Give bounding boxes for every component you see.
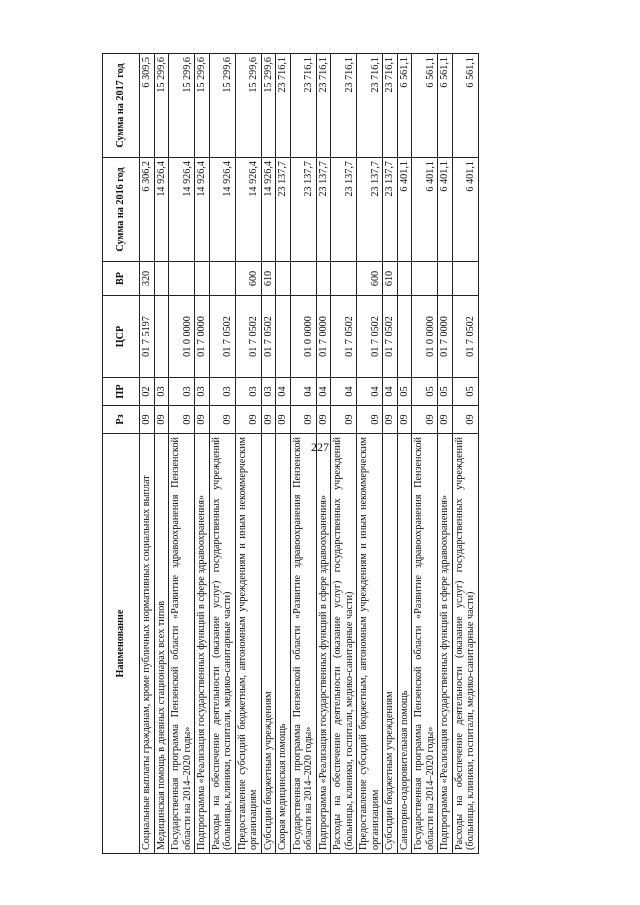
row-rz: 09: [195, 406, 210, 434]
row-rz: 09: [438, 406, 453, 434]
table-row: [140, 54, 155, 854]
table-row: [154, 54, 169, 854]
row-sum-2016: 14 926,4: [154, 158, 169, 262]
row-name: Расходы на обеспечение деятельности (оказание услуг) государственных учреждений (больницы, клиники, госпитали, медико-санитарные части): [331, 434, 357, 854]
row-sum-2017: 23 716,1: [383, 54, 398, 158]
row-csr: 01 7 5197: [140, 296, 155, 378]
row-vr: [316, 262, 331, 296]
header-sum-2016: Сумма на 2016 год: [103, 158, 140, 262]
row-pr: 04: [331, 378, 357, 406]
row-sum-2017: 15 299,6: [169, 54, 195, 158]
row-name: Предоставление субсидий бюджетным, автономным учреждениям и иным некоммерческим организациям: [235, 434, 261, 854]
row-sum-2017: 6 561,1: [438, 54, 453, 158]
row-vr: 320: [140, 262, 155, 296]
row-csr: 01 7 0000: [316, 296, 331, 378]
row-csr: [276, 296, 291, 378]
row-csr: 01 0 0000: [290, 296, 316, 378]
row-rz: 09: [290, 406, 316, 434]
row-sum-2016: 6 401,1: [412, 158, 438, 262]
row-sum-2017: 15 299,6: [195, 54, 210, 158]
row-sum-2017: 23 716,1: [331, 54, 357, 158]
row-csr: 01 7 0502: [209, 296, 235, 378]
row-name: Санаторно-оздоровительная помощь: [397, 434, 412, 854]
row-csr: 01 7 0502: [452, 296, 478, 378]
row-vr: 600: [235, 262, 261, 296]
row-pr: 05: [438, 378, 453, 406]
row-pr: 04: [357, 378, 383, 406]
table-row: [195, 54, 210, 854]
row-rz: 09: [154, 406, 169, 434]
row-pr: 04: [290, 378, 316, 406]
table-row: [397, 54, 412, 854]
row-sum-2016: 23 137,7: [383, 158, 398, 262]
row-pr: 03: [195, 378, 210, 406]
row-vr: [276, 262, 291, 296]
row-sum-2017: 23 716,1: [357, 54, 383, 158]
row-csr: [154, 296, 169, 378]
row-name: Подпрограмма «Реализация государственных функций в сфере здравоохранения»: [438, 434, 453, 854]
row-csr: [397, 296, 412, 378]
table-row: [357, 54, 383, 854]
table-row: [412, 54, 438, 854]
row-vr: [331, 262, 357, 296]
row-sum-2016: 23 137,7: [357, 158, 383, 262]
row-sum-2016: 6 401,1: [438, 158, 453, 262]
row-sum-2017: 23 716,1: [276, 54, 291, 158]
header-sum-2017: Сумма на 2017 год: [103, 54, 140, 158]
row-rz: 09: [331, 406, 357, 434]
row-sum-2016: 14 926,4: [209, 158, 235, 262]
row-pr: 03: [154, 378, 169, 406]
row-name: Субсидии бюджетным учреждениям: [383, 434, 398, 854]
header-vr: ВР: [103, 262, 140, 296]
row-pr: 03: [169, 378, 195, 406]
row-sum-2017: 6 561,1: [452, 54, 478, 158]
table-row: [261, 54, 276, 854]
row-name: Социальные выплаты гражданам, кроме публичных нормативных социальных выплат: [140, 434, 155, 854]
row-sum-2016: 23 137,7: [316, 158, 331, 262]
row-csr: 01 7 0502: [235, 296, 261, 378]
row-sum-2016: 23 137,7: [276, 158, 291, 262]
row-csr: 01 7 0502: [331, 296, 357, 378]
row-name: Государственная программа Пензенской области «Развитие здравоохранения Пензенской области на 2014–2020 годы»: [169, 434, 195, 854]
row-sum-2016: 23 137,7: [331, 158, 357, 262]
row-sum-2017: 6 561,1: [397, 54, 412, 158]
row-pr: 04: [316, 378, 331, 406]
header-rz: Рз: [103, 406, 140, 434]
row-sum-2017: 23 716,1: [316, 54, 331, 158]
row-name: Расходы на обеспечение деятельности (оказание услуг) государственных учреждений (больницы, клиники, госпитали, медико-санитарные части): [209, 434, 235, 854]
row-sum-2017: 15 299,6: [154, 54, 169, 158]
row-sum-2016: 14 926,4: [195, 158, 210, 262]
row-name: Государственная программа Пензенской области «Развитие здравоохранения Пензенской области на 2014–2020 годы»: [290, 434, 316, 854]
row-rz: 09: [357, 406, 383, 434]
row-rz: 09: [383, 406, 398, 434]
header-name: Наименование: [103, 434, 140, 854]
row-vr: [452, 262, 478, 296]
row-name: Подпрограмма «Реализация государственных функций в сфере здравоохранения»: [195, 434, 210, 854]
row-csr: 01 7 0502: [357, 296, 383, 378]
table-row: [452, 54, 478, 854]
row-vr: [412, 262, 438, 296]
row-name: Подпрограмма «Реализация государственных функций в сфере здравоохранения»: [316, 434, 331, 854]
table-row: [235, 54, 261, 854]
row-rz: 09: [276, 406, 291, 434]
row-csr: 01 0 0000: [169, 296, 195, 378]
table-row: [383, 54, 398, 854]
row-sum-2016: 6 306,2: [140, 158, 155, 262]
row-sum-2016: 14 926,4: [169, 158, 195, 262]
budget-table: [102, 53, 479, 854]
row-pr: 05: [452, 378, 478, 406]
row-vr: [154, 262, 169, 296]
row-rz: 09: [209, 406, 235, 434]
row-pr: 03: [261, 378, 276, 406]
row-vr: [169, 262, 195, 296]
row-rz: 09: [235, 406, 261, 434]
rotated-table-wrapper: [102, 54, 562, 854]
row-rz: 09: [316, 406, 331, 434]
row-sum-2016: 14 926,4: [235, 158, 261, 262]
row-vr: [438, 262, 453, 296]
row-csr: 01 0 0000: [412, 296, 438, 378]
table-row: [276, 54, 291, 854]
row-sum-2017: 15 299,6: [261, 54, 276, 158]
row-sum-2016: 6 401,1: [397, 158, 412, 262]
row-vr: 610: [383, 262, 398, 296]
row-sum-2016: 6 401,1: [452, 158, 478, 262]
row-sum-2016: 14 926,4: [261, 158, 276, 262]
header-csr: ЦСР: [103, 296, 140, 378]
row-sum-2016: 23 137,7: [290, 158, 316, 262]
table-row: [438, 54, 453, 854]
table-row: [209, 54, 235, 854]
header-row: [103, 54, 140, 854]
row-rz: 09: [140, 406, 155, 434]
row-rz: 09: [261, 406, 276, 434]
table-row: [316, 54, 331, 854]
row-sum-2017: 15 299,6: [209, 54, 235, 158]
header-pr: ПР: [103, 378, 140, 406]
row-csr: 01 7 0000: [438, 296, 453, 378]
row-rz: 09: [397, 406, 412, 434]
row-name: Медицинская помощь в дневных стационарах всех типов: [154, 434, 169, 854]
row-pr: 03: [235, 378, 261, 406]
table-row: [169, 54, 195, 854]
page-number: 227: [311, 440, 329, 454]
table-row: [290, 54, 316, 854]
row-pr: 04: [383, 378, 398, 406]
row-name: Расходы на обеспечение деятельности (оказание услуг) государственных учреждений (больницы, клиники, госпитали, медико-санитарные части): [452, 434, 478, 854]
row-rz: 09: [452, 406, 478, 434]
row-vr: [290, 262, 316, 296]
row-rz: 09: [169, 406, 195, 434]
row-sum-2017: 6 561,1: [412, 54, 438, 158]
row-rz: 09: [412, 406, 438, 434]
table-body: [140, 54, 479, 854]
row-name: Субсидии бюджетным учреждениям: [261, 434, 276, 854]
row-csr: 01 7 0502: [383, 296, 398, 378]
row-name: Скорая медицинская помощь: [276, 434, 291, 854]
row-pr: 02: [140, 378, 155, 406]
row-csr: 01 7 0000: [195, 296, 210, 378]
row-sum-2017: 6 309,5: [140, 54, 155, 158]
row-vr: 600: [357, 262, 383, 296]
row-name: Государственная программа Пензенской области «Развитие здравоохранения Пензенской области на 2014–2020 годы»: [412, 434, 438, 854]
row-vr: [209, 262, 235, 296]
row-sum-2017: 23 716,1: [290, 54, 316, 158]
row-pr: 04: [276, 378, 291, 406]
row-name: Предоставление субсидий бюджетным, автономным учреждениям и иным некоммерческим организациям: [357, 434, 383, 854]
row-vr: [397, 262, 412, 296]
row-vr: 610: [261, 262, 276, 296]
row-sum-2017: 15 299,6: [235, 54, 261, 158]
row-pr: 05: [412, 378, 438, 406]
row-vr: [195, 262, 210, 296]
row-pr: 03: [209, 378, 235, 406]
row-csr: 01 7 0502: [261, 296, 276, 378]
table-row: [331, 54, 357, 854]
row-pr: 05: [397, 378, 412, 406]
